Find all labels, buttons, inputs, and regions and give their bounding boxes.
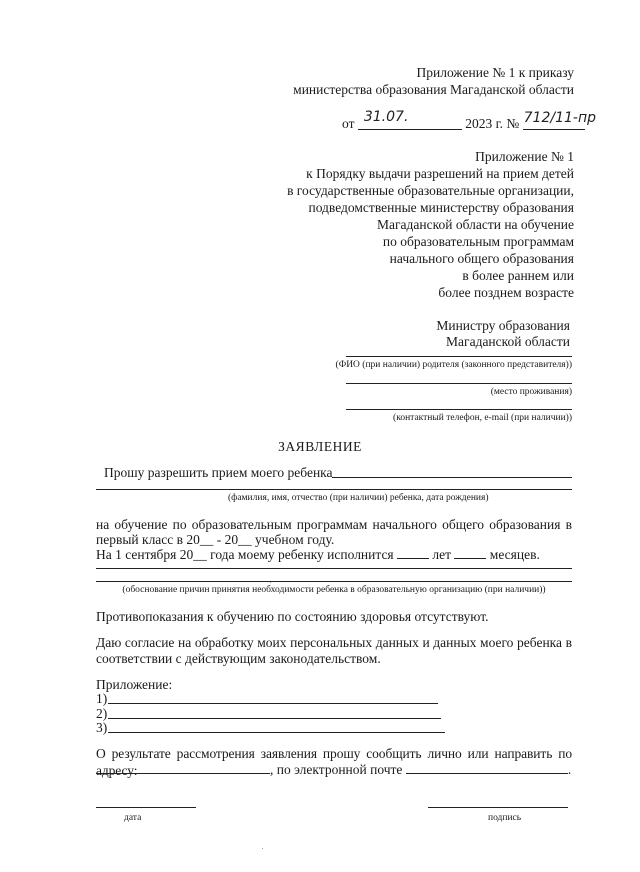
reason-hint: (обоснование причин принятия необходимости ребенка в образовательную организацию (при наличии)) xyxy=(122,585,546,595)
appendix-line-8: более позднем возрасте xyxy=(438,285,574,300)
number-blank xyxy=(523,110,596,130)
attachments-label: Приложение: xyxy=(96,677,173,692)
appendix-line-1: к Порядку выдачи разрешений на прием детей xyxy=(306,166,574,181)
age-line xyxy=(96,546,540,563)
appendix-line-3: подведомственные министерству образования xyxy=(308,200,574,215)
child-info-hint: (фамилия, имя, отчество (при наличии) ребенка, дата рождения) xyxy=(228,493,489,503)
address-email-line xyxy=(96,761,571,778)
child-info-line-1[interactable] xyxy=(332,477,572,478)
date-label: дата xyxy=(124,813,142,823)
parent-name-line[interactable] xyxy=(346,356,572,357)
appendix-line-5: по образовательным программам xyxy=(382,234,574,249)
end-dot: . xyxy=(567,762,572,777)
appendix-line-6: начального общего образования xyxy=(389,251,574,266)
scan-speck xyxy=(270,582,271,583)
number-handwritten: 712/11-пр xyxy=(523,110,596,126)
consent-line-2: соответствии с действующим законодательством. xyxy=(96,651,381,666)
result-notification-text: О результате рассмотрения заявления прошу сообщить лично или направить по адресу: xyxy=(96,746,572,778)
appendix-line-2: в государственные образовательные организации, xyxy=(287,183,574,198)
attachment-2-number: 2) xyxy=(96,706,108,721)
study-line-2: первый класс в 20__ - 20__ учебном году. xyxy=(96,532,335,547)
consent-line-1: Даю согласие на обработку моих персональных данных и данных моего ребенка в xyxy=(96,635,572,650)
order-appendix-line1: Приложение № 1 к приказу xyxy=(416,65,574,80)
no-contraindications: Противопоказания к обучению по состоянию здоровья отсутствуют. xyxy=(96,609,489,624)
request-text: Прошу разрешить прием моего ребенка xyxy=(104,465,333,480)
residence-line[interactable] xyxy=(346,383,572,384)
addressee-line2: Магаданской области xyxy=(446,334,570,349)
age-months-label: месяцев. xyxy=(489,547,540,562)
residence-hint: (место проживания) xyxy=(490,387,572,397)
appendix-title: Приложение № 1 xyxy=(475,149,574,164)
form-title: ЗАЯВЛЕНИЕ xyxy=(278,439,362,454)
age-years-label: лет xyxy=(432,547,452,562)
order-appendix-line2: министерства образования Магаданской области xyxy=(293,82,574,97)
reason-line-2[interactable] xyxy=(96,581,572,582)
reason-line-1[interactable] xyxy=(96,568,572,569)
child-info-line-2[interactable] xyxy=(96,489,572,490)
date-prefix: от xyxy=(342,116,355,131)
addressee-line1: Министру образования xyxy=(436,318,570,333)
contact-line[interactable] xyxy=(346,409,572,410)
attachment-3-line[interactable] xyxy=(108,732,445,733)
signature-label: подпись xyxy=(488,813,522,823)
attachment-1-line[interactable] xyxy=(108,703,438,704)
contact-hint: (контактный телефон, e-mail (при наличии)) xyxy=(393,413,572,423)
age-months-blank[interactable] xyxy=(454,546,486,559)
age-years-blank[interactable] xyxy=(397,546,429,559)
order-date-number xyxy=(342,109,602,135)
age-prefix: На 1 сентября 20__ года моему ребенку исполнится xyxy=(96,547,394,562)
study-line-1: на обучение по образовательным программам начального общего образования в xyxy=(96,517,572,532)
email-blank[interactable] xyxy=(406,761,568,774)
email-text: , по электронной почте xyxy=(270,762,403,777)
address-blank[interactable] xyxy=(96,761,270,774)
appendix-line-7: в более раннем или xyxy=(462,268,574,283)
attachment-1-number: 1) xyxy=(96,691,108,706)
attachment-2-line[interactable] xyxy=(108,718,441,719)
appendix-line-4: Магаданской области на обучение xyxy=(377,217,574,232)
signature-line[interactable] xyxy=(428,807,568,808)
attachment-3-number: 3) xyxy=(96,720,108,735)
date-line[interactable] xyxy=(96,807,196,808)
date-blank xyxy=(358,109,462,130)
scan-speck xyxy=(262,848,263,849)
year-number-text: 2023 г. № xyxy=(465,116,520,131)
date-handwritten: 31.07. xyxy=(363,109,409,125)
parent-name-hint: (ФИО (при наличии) родителя (законного представителя)) xyxy=(335,360,572,370)
